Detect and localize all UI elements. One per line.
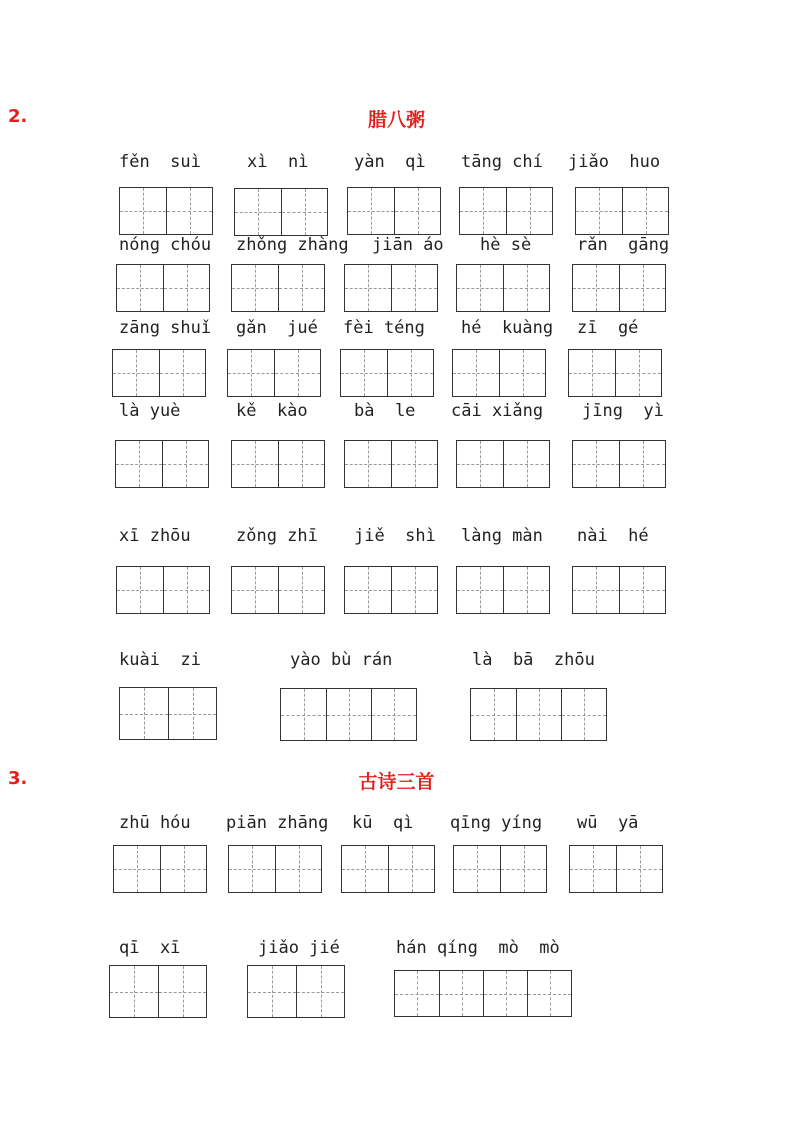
writing-grid[interactable]	[113, 845, 207, 893]
writing-grid[interactable]	[344, 264, 438, 312]
writing-grid[interactable]	[344, 566, 438, 614]
writing-cell[interactable]	[616, 846, 662, 892]
writing-grid[interactable]	[569, 845, 663, 893]
writing-cell[interactable]	[232, 265, 278, 311]
pinyin-label: gǎn jué	[236, 318, 318, 338]
pinyin-label: kuài zi	[119, 650, 201, 670]
writing-cell[interactable]	[499, 350, 545, 396]
pinyin-label: là yuè	[119, 401, 181, 421]
pinyin-label: nóng chóu	[119, 235, 212, 255]
section-2-number: 2.	[8, 106, 28, 127]
writing-grid[interactable]	[247, 965, 345, 1018]
writing-cell[interactable]	[326, 689, 371, 740]
writing-cell[interactable]	[573, 441, 619, 487]
writing-cell[interactable]	[391, 441, 437, 487]
writing-cell[interactable]	[527, 971, 571, 1016]
pinyin-label: jīng yì	[582, 401, 664, 421]
writing-cell[interactable]	[503, 567, 549, 613]
writing-cell[interactable]	[110, 966, 158, 1017]
writing-grid[interactable]	[344, 440, 438, 488]
writing-cell[interactable]	[235, 189, 281, 235]
writing-cell[interactable]	[500, 846, 546, 892]
writing-cell[interactable]	[275, 846, 321, 892]
writing-grid[interactable]	[228, 845, 322, 893]
pinyin-label: zhū hóu	[119, 813, 191, 833]
writing-cell[interactable]	[232, 567, 278, 613]
writing-grid[interactable]	[115, 440, 209, 488]
writing-cell[interactable]	[162, 441, 208, 487]
writing-cell[interactable]	[229, 846, 275, 892]
writing-cell[interactable]	[278, 441, 324, 487]
writing-cell[interactable]	[278, 265, 324, 311]
section-2-title: 腊八粥	[367, 109, 425, 131]
writing-grid[interactable]	[109, 965, 207, 1018]
writing-grid[interactable]	[459, 187, 553, 235]
pinyin-label: jiǎo jié	[258, 938, 340, 958]
pinyin-label: zhǒng zhàng	[236, 235, 349, 255]
writing-grid[interactable]	[572, 566, 666, 614]
pinyin-label: rǎn gāng	[577, 235, 670, 255]
pinyin-label: zī gé	[577, 318, 639, 338]
pinyin-label: jiě shì	[354, 526, 436, 546]
writing-grid[interactable]	[568, 349, 662, 397]
writing-grid[interactable]	[116, 566, 210, 614]
writing-cell[interactable]	[160, 846, 206, 892]
pinyin-label: tāng chí	[461, 152, 543, 172]
pinyin-label: jiān áo	[372, 235, 444, 255]
writing-cell[interactable]	[120, 188, 166, 234]
writing-cell[interactable]	[622, 188, 668, 234]
writing-cell[interactable]	[503, 441, 549, 487]
writing-grid[interactable]	[231, 440, 325, 488]
writing-cell[interactable]	[453, 350, 499, 396]
writing-cell[interactable]	[345, 441, 391, 487]
writing-cell[interactable]	[506, 188, 552, 234]
writing-cell[interactable]	[573, 567, 619, 613]
writing-grid[interactable]	[340, 349, 434, 397]
writing-cell[interactable]	[158, 966, 206, 1017]
writing-cell[interactable]	[570, 846, 616, 892]
pinyin-label: zǒng zhī	[236, 526, 318, 546]
pinyin-label: làng màn	[461, 526, 543, 546]
pinyin-label: piān zhāng	[226, 813, 329, 833]
pinyin-label: kū qì	[352, 813, 414, 833]
writing-cell[interactable]	[387, 350, 433, 396]
writing-cell[interactable]	[166, 188, 212, 234]
writing-cell[interactable]	[391, 265, 437, 311]
pinyin-label: là bā zhōu	[472, 650, 595, 670]
pinyin-label: qī xī	[119, 938, 181, 958]
pinyin-label: hé kuàng	[461, 318, 554, 338]
pinyin-label: wū yā	[577, 813, 639, 833]
writing-cell[interactable]	[345, 567, 391, 613]
writing-cell[interactable]	[573, 265, 619, 311]
pinyin-label: xì nì	[247, 152, 309, 172]
writing-grid[interactable]	[575, 187, 669, 235]
writing-cell[interactable]	[296, 966, 344, 1017]
writing-cell[interactable]	[114, 846, 160, 892]
writing-grid[interactable]	[456, 566, 550, 614]
writing-grid[interactable]	[456, 440, 550, 488]
pinyin-label: cāi xiǎng	[451, 401, 544, 421]
writing-grid[interactable]	[231, 566, 325, 614]
writing-cell[interactable]	[345, 265, 391, 311]
writing-cell[interactable]	[232, 441, 278, 487]
writing-cell[interactable]	[120, 688, 168, 739]
writing-cell[interactable]	[561, 689, 606, 740]
writing-cell[interactable]	[117, 567, 163, 613]
writing-cell[interactable]	[483, 971, 527, 1016]
writing-grid[interactable]	[341, 845, 435, 893]
writing-grid[interactable]	[394, 970, 572, 1017]
writing-cell[interactable]	[341, 350, 387, 396]
writing-grid[interactable]	[456, 264, 550, 312]
section-3-title: 古诗三首	[358, 771, 435, 793]
writing-cell[interactable]	[454, 846, 500, 892]
writing-cell[interactable]	[116, 441, 162, 487]
writing-grid[interactable]	[572, 440, 666, 488]
writing-cell[interactable]	[569, 350, 615, 396]
writing-cell[interactable]	[248, 966, 296, 1017]
writing-cell[interactable]	[457, 441, 503, 487]
writing-cell[interactable]	[516, 689, 561, 740]
writing-cell[interactable]	[113, 350, 159, 396]
pinyin-label: bà le	[354, 401, 416, 421]
writing-cell[interactable]	[619, 567, 665, 613]
pinyin-label: hè sè	[480, 235, 532, 255]
pinyin-label: xī zhōu	[119, 526, 191, 546]
writing-grid[interactable]	[280, 688, 417, 741]
pinyin-label: yào bù rán	[290, 650, 393, 670]
section-3-number: 3.	[8, 768, 28, 789]
writing-grid[interactable]	[112, 349, 206, 397]
writing-cell[interactable]	[281, 689, 326, 740]
pinyin-label: yàn qì	[354, 152, 426, 172]
writing-grid[interactable]	[234, 188, 328, 236]
writing-cell[interactable]	[503, 265, 549, 311]
writing-grid[interactable]	[231, 264, 325, 312]
writing-cell[interactable]	[278, 567, 324, 613]
writing-cell[interactable]	[460, 188, 506, 234]
pinyin-label: kě kào	[236, 401, 308, 421]
pinyin-label: fèi téng	[343, 318, 425, 338]
writing-cell[interactable]	[342, 846, 388, 892]
writing-grid[interactable]	[452, 349, 546, 397]
writing-cell[interactable]	[388, 846, 434, 892]
writing-cell[interactable]	[619, 441, 665, 487]
writing-cell[interactable]	[394, 188, 440, 234]
writing-grid[interactable]	[116, 264, 210, 312]
pinyin-label: hán qíng mò mò	[396, 938, 560, 958]
writing-grid[interactable]	[227, 349, 321, 397]
writing-cell[interactable]	[471, 689, 516, 740]
writing-cell[interactable]	[168, 688, 216, 739]
writing-cell[interactable]	[163, 567, 209, 613]
writing-cell[interactable]	[348, 188, 394, 234]
writing-cell[interactable]	[281, 189, 327, 235]
writing-cell[interactable]	[228, 350, 274, 396]
writing-cell[interactable]	[457, 567, 503, 613]
pinyin-label: fěn suì	[119, 152, 201, 172]
writing-cell[interactable]	[371, 689, 416, 740]
writing-cell[interactable]	[439, 971, 483, 1016]
pinyin-label: zāng shuǐ	[119, 318, 212, 338]
writing-cell[interactable]	[615, 350, 661, 396]
writing-grid[interactable]	[470, 688, 607, 741]
writing-cell[interactable]	[117, 265, 163, 311]
writing-grid[interactable]	[119, 687, 217, 740]
writing-cell[interactable]	[391, 567, 437, 613]
writing-cell[interactable]	[163, 265, 209, 311]
writing-grid[interactable]	[347, 187, 441, 235]
writing-grid[interactable]	[119, 187, 213, 235]
writing-cell[interactable]	[619, 265, 665, 311]
pinyin-label: jiǎo huo	[568, 152, 661, 172]
writing-grid[interactable]	[453, 845, 547, 893]
writing-cell[interactable]	[457, 265, 503, 311]
pinyin-label: qīng yíng	[450, 813, 543, 833]
writing-cell[interactable]	[576, 188, 622, 234]
writing-cell[interactable]	[159, 350, 205, 396]
pinyin-label: nài hé	[577, 526, 649, 546]
writing-cell[interactable]	[274, 350, 320, 396]
writing-cell[interactable]	[395, 971, 439, 1016]
writing-grid[interactable]	[572, 264, 666, 312]
